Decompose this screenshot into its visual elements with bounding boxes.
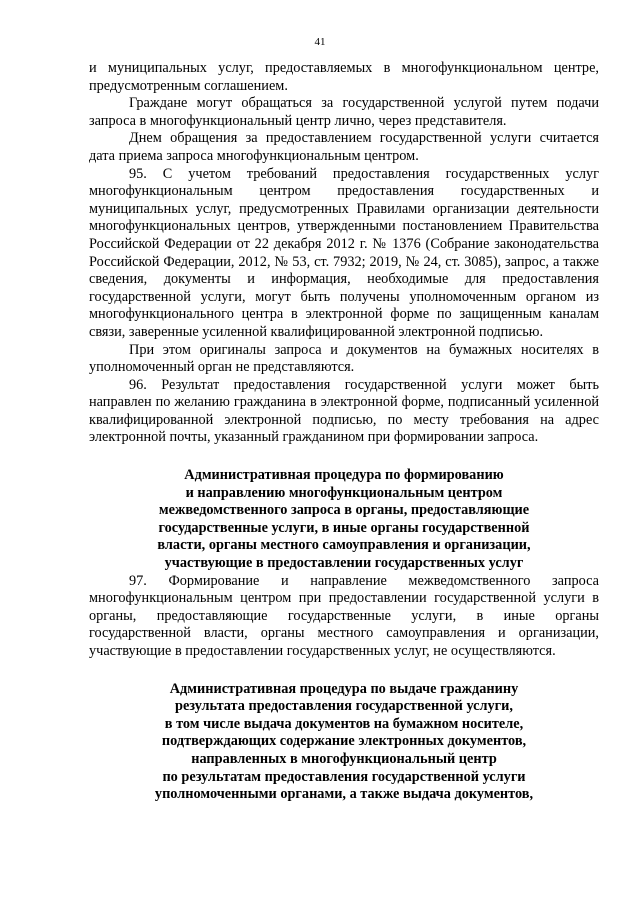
paragraph: Граждане могут обращаться за государственной услугой путем подачи запроса в многофункциональный центр лично, через представителя. (89, 95, 599, 129)
page-number: 41 (314, 36, 326, 48)
section-heading-vydacha-rezultata (89, 681, 599, 804)
heading-line: по результатам предоставления государственной услуги (162, 768, 526, 785)
heading-line: межведомственного запроса в органы, предоставляющие (158, 502, 530, 519)
heading-line: Административная процедура по формированию (184, 467, 504, 484)
document-body (89, 60, 599, 804)
section-heading-mezhvedomstvenny-zapros (89, 467, 599, 573)
paragraph: При этом оригиналы запроса и документов на бумажных носителях в уполномоченный орган не представляются. (89, 341, 599, 376)
heading-line: результата предоставления государственной услуги, (175, 698, 513, 715)
heading-line: подтверждающих содержание электронных документов, (161, 733, 527, 750)
paragraph-95: 95. С учетом требований предоставления государственных услуг многофункциональным центром предоставления государственных и муниципальных услуг, предусмотренных Правилами организации деятельности многофункциональных центров, утвержденными постановлением Правительства Российской Федерации от 22 декабря 2012 г. № 1376 (Собрание законодательства Российской Федерации, 2012, № 53, ст. 7932; 2019, № 24, ст. 3085), запрос, а также сведения, документы и информация, необходимые для предоставления государственной услуги, могут быть получены уполномоченным органом из многофункционального центра в электронной форме по защищенным каналам связи, заверенные усиленной квалифицированной электронной подписью. (89, 165, 599, 340)
paragraph: Днем обращения за предоставлением государственной услуги считается дата приема запроса многофункциональным центром. (89, 130, 599, 164)
heading-line: участвующие в предоставлении государственных услуг (164, 555, 524, 572)
heading-line: государственные услуги, в иные органы государственной (158, 519, 530, 536)
heading-line: уполномоченными органами, а также выдача документов, (154, 786, 534, 803)
heading-line: власти, органы местного самоуправления и организации, (157, 537, 531, 554)
paragraph: и муниципальных услуг, предоставляемых в многофункциональном центре, предусмотренным соглашением. (89, 60, 599, 94)
heading-line: Административная процедура по выдаче гражданину (169, 680, 519, 697)
paragraph-96: 96. Результат предоставления государственной услуги может быть направлен по желанию гражданина в электронной форме, подписанный усиленной квалифицированной электронной подписью, по месту требования на адрес электронной почты, указанный гражданином при формировании запроса. (89, 376, 599, 446)
heading-line: и направлению многофункциональным центром (185, 484, 503, 501)
heading-line: направленных в многофункциональный центр (191, 750, 497, 767)
heading-line: в том числе выдача документов на бумажном носителе, (164, 715, 524, 732)
paragraph-97: 97. Формирование и направление межведомственного запроса многофункциональным центром при предоставлении государственной услуги в органы, предоставляющие государственные услуги, в иные органы государственной власти, органы местного самоуправления и организации, участвующие в предоставлении государственных услуг, не осуществляются. (89, 572, 599, 659)
